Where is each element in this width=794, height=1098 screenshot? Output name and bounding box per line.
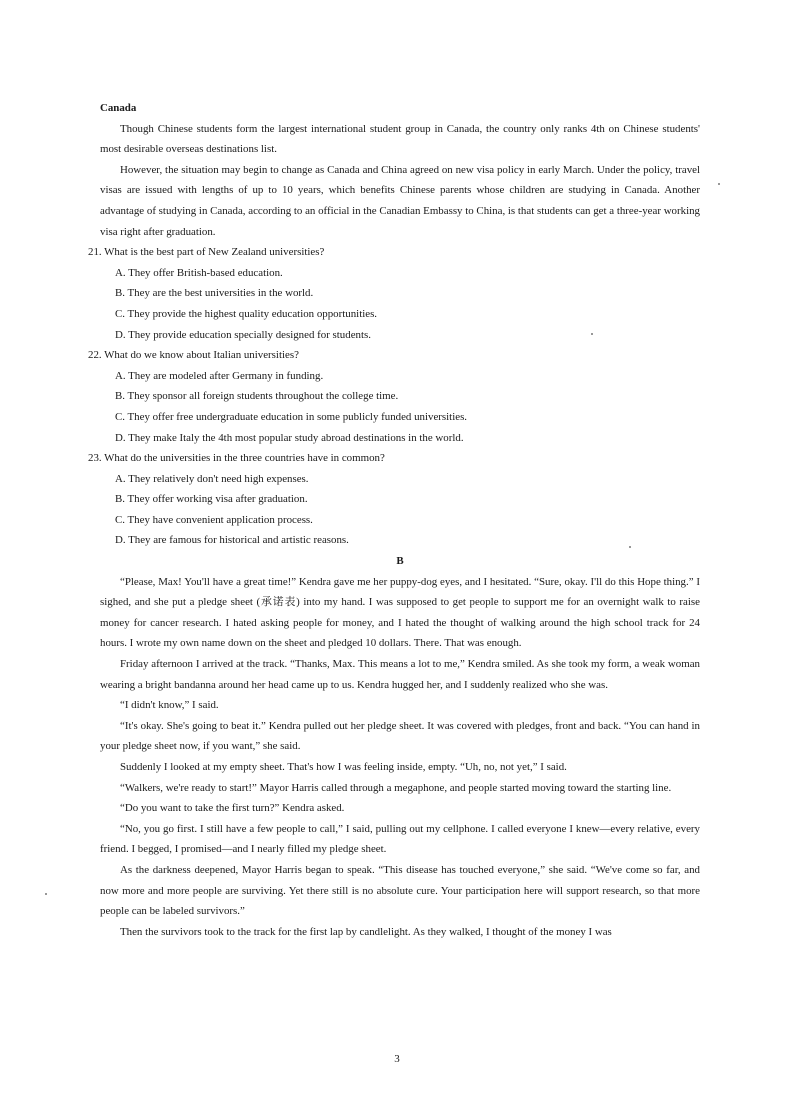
question-21-option-a: A. They offer British-based education. <box>115 266 283 279</box>
passage-b-paragraph-3: “I didn't know,” I said. <box>120 699 219 712</box>
passage-b-paragraph-7: “Do you want to take the first turn?” Kendra asked. <box>120 802 345 815</box>
page-content <box>88 98 700 942</box>
question-22-stem: 22. What do we know about Italian universities? <box>88 349 299 362</box>
passage-b-paragraph-8: “No, you go first. I still have a few people to call,” I said, pulling out my cellphone. I called everyone I knew—every relative, every friend. I begged, I promised—and I nearly filled my pledge sheet. <box>100 822 700 856</box>
scan-speck <box>45 893 47 895</box>
passage-b-paragraph-6: “Walkers, we're ready to start!” Mayor Harris called through a megaphone, and people started moving toward the starting line. <box>120 781 672 794</box>
question-21-stem: 21. What is the best part of New Zealand universities? <box>88 246 325 259</box>
section-heading-canada: Canada <box>100 102 137 114</box>
question-22-option-c: C. They offer free undergraduate education in some publicly funded universities. <box>115 410 468 423</box>
page-number: 3 <box>394 1053 400 1065</box>
passage-b-paragraph-10: Then the survivors took to the track for the first lap by candlelight. As they walked, I thought of the money I was <box>120 925 612 938</box>
question-23-option-c: C. They have convenient application process. <box>115 513 313 526</box>
question-22-option-b: B. They sponsor all foreign students throughout the college time. <box>115 390 399 403</box>
question-23-option-d: D. They are famous for historical and artistic reasons. <box>115 534 349 547</box>
question-21-option-d: D. They provide education specially designed for students. <box>115 328 371 341</box>
canada-paragraph-1: Though Chinese students form the largest international student group in Canada, the country only ranks 4th on Chinese students' most desirable overseas destinations list. <box>100 122 700 156</box>
question-23-option-a: A. They relatively don't need high expenses. <box>115 472 309 485</box>
question-23-stem: 23. What do the universities in the three countries have in common? <box>88 452 385 465</box>
passage-b-paragraph-1: “Please, Max! You'll have a great time!” Kendra gave me her puppy-dog eyes, and I hesitated. “Sure, okay. I'll do this Hope thing.” I sighed, and she put a pledge sheet (承诺表) into my hand. I was supposed to get people to support me for an overnight walk to raise money for cancer research. I hated asking people for money, and I hated the thought of walking around the high school track for 24 hours. I wrote my own name down on the sheet and pledged 10 dollars. There. That was enough. <box>100 575 700 650</box>
question-21-option-b: B. They are the best universities in the world. <box>115 287 314 300</box>
passage-b-paragraph-9: As the darkness deepened, Mayor Harris began to speak. “This disease has touched everyone,” she said. “We've come so far, and now more and more people are surviving. Yet there still is no absolute cure. Your participation here will support research, so that more people can be labeled survivors.” <box>100 863 700 918</box>
scan-speck <box>629 546 631 548</box>
passage-b-paragraph-4: “It's okay. She's going to beat it.” Kendra pulled out her pledge sheet. It was covered with pledges, front and back. “You can hand in your pledge sheet now, if you want,” she said. <box>100 719 700 753</box>
canada-paragraph-2: However, the situation may begin to change as Canada and China agreed on new visa policy in early March. Under the policy, travel visas are issued with lengths of up to 10 years, which benefits Chinese parents whose children are studying in Canada. Another advantage of studying in Canada, according to an official in the Canadian Embassy to China, is that students can get a three-year working visa right after graduation. <box>100 163 700 238</box>
passage-b-paragraph-2: Friday afternoon I arrived at the track. “Thanks, Max. This means a lot to me,” Kendra smiled. As she took my form, a weak woman wearing a bright bandanna around her head came up to us. Kendra hugged her, and I suddenly realized who she was. <box>100 658 700 691</box>
scan-speck <box>591 333 593 335</box>
scan-speck <box>718 183 720 185</box>
question-22-option-d: D. They make Italy the 4th most popular study abroad destinations in the world. <box>115 431 464 444</box>
question-23-option-b: B. They offer working visa after graduation. <box>115 493 308 506</box>
passage-b-paragraph-5: Suddenly I looked at my empty sheet. That's how I was feeling inside, empty. “Uh, no, not yet,” I said. <box>120 761 567 773</box>
question-21-option-c: C. They provide the highest quality education opportunities. <box>115 307 378 320</box>
question-22-option-a: A. They are modeled after Germany in funding. <box>115 369 324 382</box>
section-label-b: B <box>396 555 404 568</box>
